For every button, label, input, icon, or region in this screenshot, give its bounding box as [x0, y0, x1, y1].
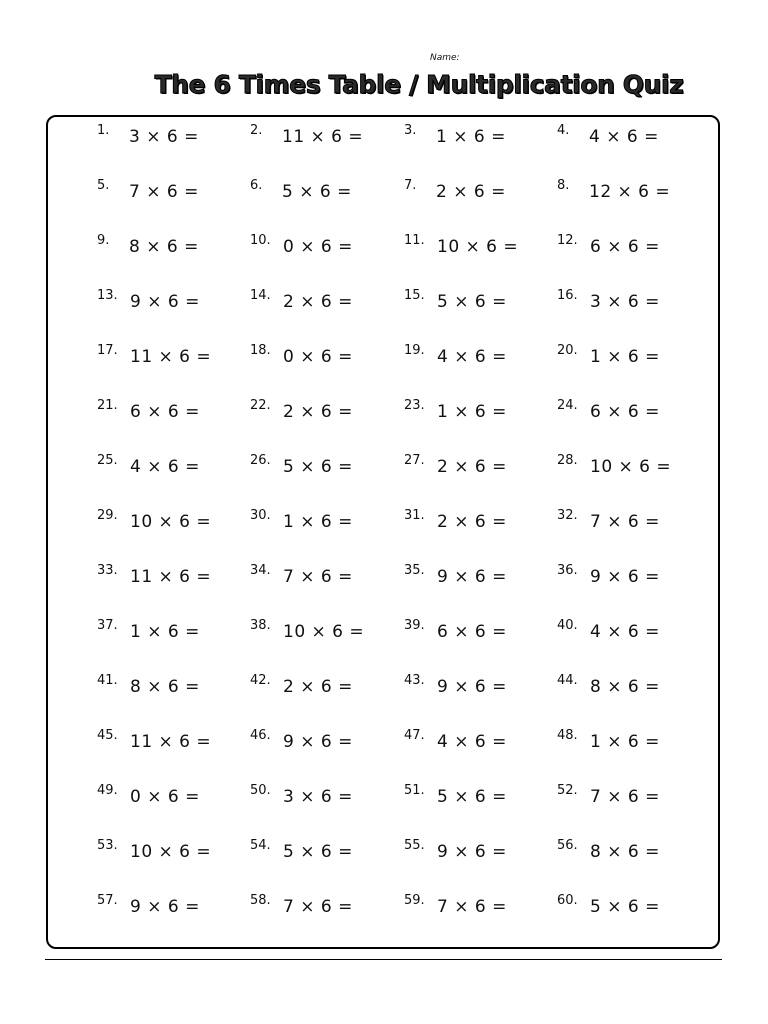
- bottom-divider: [45, 959, 722, 960]
- question-number: 14.: [250, 288, 271, 303]
- question-expression: 2 × 6 =: [437, 457, 507, 477]
- question-expression: 10 × 6 =: [437, 237, 519, 257]
- page-title: The 6 Times Table / Multiplication Quiz: [154, 70, 684, 99]
- question-expression: 3 × 6 =: [129, 127, 199, 147]
- question-number: 10.: [250, 233, 271, 248]
- question-number: 4.: [557, 123, 570, 138]
- question-number: 57.: [97, 893, 118, 908]
- question-expression: 11 × 6 =: [282, 127, 364, 147]
- question-number: 35.: [404, 563, 425, 578]
- question-number: 26.: [250, 453, 271, 468]
- question-number: 28.: [557, 453, 578, 468]
- question-number: 30.: [250, 508, 271, 523]
- question-number: 43.: [404, 673, 425, 688]
- question-expression: 2 × 6 =: [283, 402, 353, 422]
- question-expression: 3 × 6 =: [590, 292, 660, 312]
- question-expression: 5 × 6 =: [283, 457, 353, 477]
- question-expression: 6 × 6 =: [590, 402, 660, 422]
- question-expression: 9 × 6 =: [283, 732, 353, 752]
- question-number: 48.: [557, 728, 578, 743]
- question-number: 54.: [250, 838, 271, 853]
- question-number: 41.: [97, 673, 118, 688]
- question-number: 58.: [250, 893, 271, 908]
- question-expression: 3 × 6 =: [283, 787, 353, 807]
- question-expression: 4 × 6 =: [437, 732, 507, 752]
- question-number: 25.: [97, 453, 118, 468]
- question-number: 18.: [250, 343, 271, 358]
- question-number: 3.: [404, 123, 417, 138]
- question-number: 21.: [97, 398, 118, 413]
- question-expression: 2 × 6 =: [283, 677, 353, 697]
- question-number: 24.: [557, 398, 578, 413]
- question-expression: 7 × 6 =: [283, 897, 353, 917]
- question-expression: 1 × 6 =: [590, 732, 660, 752]
- question-number: 59.: [404, 893, 425, 908]
- question-expression: 10 × 6 =: [130, 512, 212, 532]
- question-number: 55.: [404, 838, 425, 853]
- question-expression: 8 × 6 =: [590, 842, 660, 862]
- question-expression: 0 × 6 =: [283, 347, 353, 367]
- question-expression: 10 × 6 =: [130, 842, 212, 862]
- question-number: 22.: [250, 398, 271, 413]
- name-label: Name:: [430, 53, 460, 63]
- question-expression: 4 × 6 =: [130, 457, 200, 477]
- question-expression: 1 × 6 =: [130, 622, 200, 642]
- question-expression: 8 × 6 =: [130, 677, 200, 697]
- question-number: 56.: [557, 838, 578, 853]
- question-expression: 9 × 6 =: [437, 567, 507, 587]
- question-expression: 0 × 6 =: [130, 787, 200, 807]
- question-number: 32.: [557, 508, 578, 523]
- question-number: 8.: [557, 178, 570, 193]
- question-number: 47.: [404, 728, 425, 743]
- question-expression: 1 × 6 =: [437, 402, 507, 422]
- question-number: 37.: [97, 618, 118, 633]
- question-number: 17.: [97, 343, 118, 358]
- question-number: 51.: [404, 783, 425, 798]
- question-expression: 0 × 6 =: [283, 237, 353, 257]
- question-expression: 7 × 6 =: [283, 567, 353, 587]
- question-expression: 11 × 6 =: [130, 732, 212, 752]
- question-number: 45.: [97, 728, 118, 743]
- question-number: 53.: [97, 838, 118, 853]
- question-expression: 9 × 6 =: [437, 842, 507, 862]
- question-number: 19.: [404, 343, 425, 358]
- question-expression: 4 × 6 =: [589, 127, 659, 147]
- question-expression: 6 × 6 =: [437, 622, 507, 642]
- question-number: 23.: [404, 398, 425, 413]
- question-number: 20.: [557, 343, 578, 358]
- question-number: 38.: [250, 618, 271, 633]
- question-expression: 2 × 6 =: [436, 182, 506, 202]
- question-expression: 8 × 6 =: [129, 237, 199, 257]
- question-expression: 7 × 6 =: [129, 182, 199, 202]
- question-expression: 11 × 6 =: [130, 347, 212, 367]
- question-number: 6.: [250, 178, 263, 193]
- question-expression: 7 × 6 =: [590, 512, 660, 532]
- question-expression: 9 × 6 =: [437, 677, 507, 697]
- question-number: 34.: [250, 563, 271, 578]
- question-expression: 7 × 6 =: [590, 787, 660, 807]
- question-number: 1.: [97, 123, 110, 138]
- question-expression: 10 × 6 =: [590, 457, 672, 477]
- question-expression: 10 × 6 =: [283, 622, 365, 642]
- question-number: 12.: [557, 233, 578, 248]
- question-number: 13.: [97, 288, 118, 303]
- question-number: 2.: [250, 123, 263, 138]
- question-expression: 5 × 6 =: [437, 292, 507, 312]
- question-number: 40.: [557, 618, 578, 633]
- question-number: 33.: [97, 563, 118, 578]
- question-expression: 5 × 6 =: [437, 787, 507, 807]
- question-number: 50.: [250, 783, 271, 798]
- question-number: 60.: [557, 893, 578, 908]
- question-expression: 4 × 6 =: [590, 622, 660, 642]
- question-expression: 6 × 6 =: [590, 237, 660, 257]
- question-number: 27.: [404, 453, 425, 468]
- question-number: 11.: [404, 233, 425, 248]
- question-number: 46.: [250, 728, 271, 743]
- question-number: 39.: [404, 618, 425, 633]
- question-expression: 5 × 6 =: [283, 842, 353, 862]
- question-expression: 9 × 6 =: [590, 567, 660, 587]
- question-expression: 2 × 6 =: [437, 512, 507, 532]
- question-expression: 1 × 6 =: [590, 347, 660, 367]
- question-expression: 1 × 6 =: [283, 512, 353, 532]
- question-expression: 2 × 6 =: [283, 292, 353, 312]
- question-number: 42.: [250, 673, 271, 688]
- question-number: 5.: [97, 178, 110, 193]
- question-expression: 5 × 6 =: [282, 182, 352, 202]
- question-expression: 9 × 6 =: [130, 292, 200, 312]
- question-number: 31.: [404, 508, 425, 523]
- question-expression: 9 × 6 =: [130, 897, 200, 917]
- question-number: 49.: [97, 783, 118, 798]
- question-expression: 6 × 6 =: [130, 402, 200, 422]
- question-expression: 7 × 6 =: [437, 897, 507, 917]
- question-number: 36.: [557, 563, 578, 578]
- question-expression: 5 × 6 =: [590, 897, 660, 917]
- question-expression: 1 × 6 =: [436, 127, 506, 147]
- question-number: 7.: [404, 178, 417, 193]
- question-expression: 8 × 6 =: [590, 677, 660, 697]
- question-number: 29.: [97, 508, 118, 523]
- question-number: 52.: [557, 783, 578, 798]
- question-expression: 11 × 6 =: [130, 567, 212, 587]
- question-number: 16.: [557, 288, 578, 303]
- question-expression: 12 × 6 =: [589, 182, 671, 202]
- question-number: 9.: [97, 233, 110, 248]
- question-number: 15.: [404, 288, 425, 303]
- question-expression: 4 × 6 =: [437, 347, 507, 367]
- question-number: 44.: [557, 673, 578, 688]
